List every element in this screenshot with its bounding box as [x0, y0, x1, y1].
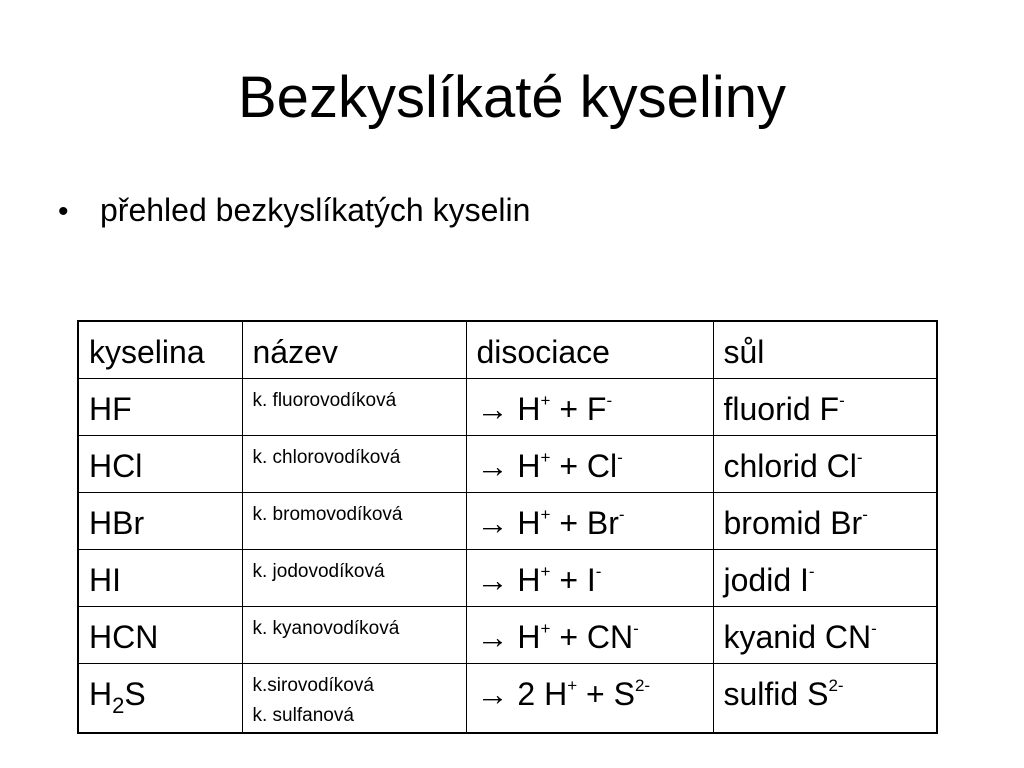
cation-charge: +	[567, 675, 578, 695]
salt-name	[713, 549, 937, 606]
acid-name: k. bromovodíková	[242, 492, 466, 549]
diss-anion: + Cl	[550, 447, 618, 484]
diss-anion: + Br	[550, 504, 619, 541]
table-row	[78, 378, 937, 435]
anion-charge: -	[595, 561, 602, 581]
table-row	[78, 549, 937, 606]
acid-formula: HCN	[78, 606, 242, 663]
anion-charge: -	[618, 504, 625, 524]
bullet-item	[58, 190, 530, 232]
table-row	[78, 663, 937, 733]
salt-charge: -	[871, 618, 877, 638]
acid-name: k. fluorovodíková	[242, 378, 466, 435]
salt-text: sulfid S	[723, 675, 829, 712]
salt-name	[713, 378, 937, 435]
diss-anion: + CN	[550, 618, 634, 655]
acid-name	[242, 663, 466, 733]
dissociation-equation	[466, 492, 713, 549]
table-row	[78, 435, 937, 492]
bullet-dot-icon: •	[58, 195, 69, 228]
acid-name: k. kyanovodíková	[242, 606, 466, 663]
diss-prefix: → H	[476, 390, 541, 427]
acid-formula: HI	[78, 549, 242, 606]
acid-formula: HBr	[78, 492, 242, 549]
diss-prefix: → H	[476, 447, 541, 484]
salt-charge: -	[839, 390, 845, 410]
acid-name: k. chlorovodíková	[242, 435, 466, 492]
slide-title: Bezkyslíkaté kyseliny	[238, 65, 786, 130]
table-header-row	[78, 321, 937, 378]
bullet-list	[58, 190, 530, 232]
salt-text: bromid Br	[723, 504, 863, 541]
salt-charge: -	[808, 561, 815, 581]
salt-text: chlorid Cl	[723, 447, 857, 484]
salt-text: fluorid F	[723, 390, 840, 427]
diss-prefix: → H	[476, 618, 541, 655]
cation-charge: +	[540, 504, 551, 524]
dissociation-equation	[466, 435, 713, 492]
acid-tail: S	[124, 675, 146, 712]
acid-name: k. jodovodíková	[242, 549, 466, 606]
diss-prefix: → 2 H	[476, 675, 568, 712]
acid-formula	[78, 663, 242, 733]
salt-name	[713, 492, 937, 549]
cation-charge: +	[540, 561, 551, 581]
acid-subscript: 2	[112, 692, 125, 718]
acid-name-primary: k.sirovodíková	[252, 674, 374, 696]
acid-name-alternative: k. sulfanová	[252, 704, 354, 726]
anion-charge: -	[606, 390, 613, 410]
dissociation-equation	[466, 378, 713, 435]
acid-main: H	[89, 675, 113, 712]
dissociation-equation	[466, 663, 713, 733]
diss-anion: + S	[577, 675, 635, 712]
header-dissociation: disociace	[466, 321, 713, 378]
table-row	[78, 492, 937, 549]
anion-charge: 2-	[634, 675, 651, 695]
cation-charge: +	[540, 447, 551, 467]
anion-charge: -	[633, 618, 639, 638]
header-name: název	[242, 321, 466, 378]
dissociation-equation	[466, 606, 713, 663]
salt-name	[713, 435, 937, 492]
acid-formula: HF	[78, 378, 242, 435]
acids-table	[77, 320, 938, 734]
diss-prefix: → H	[476, 561, 541, 598]
salt-charge: 2-	[828, 675, 844, 695]
salt-name	[713, 663, 937, 733]
salt-text: jodid I	[723, 561, 809, 598]
cation-charge: +	[540, 390, 551, 410]
bullet-text: přehled bezkyslíkatých kyselin	[100, 192, 531, 228]
salt-name	[713, 606, 937, 663]
cation-charge: +	[540, 618, 551, 638]
diss-anion: + F	[550, 390, 607, 427]
diss-anion: + I	[550, 561, 596, 598]
header-acid: kyselina	[78, 321, 242, 378]
dissociation-equation	[466, 549, 713, 606]
salt-charge: -	[856, 447, 863, 467]
table-row	[78, 606, 937, 663]
salt-text: kyanid CN	[723, 618, 872, 655]
anion-charge: -	[617, 447, 623, 467]
header-salt: sůl	[713, 321, 937, 378]
salt-charge: -	[862, 504, 868, 524]
diss-prefix: → H	[476, 504, 541, 541]
acid-formula: HCl	[78, 435, 242, 492]
